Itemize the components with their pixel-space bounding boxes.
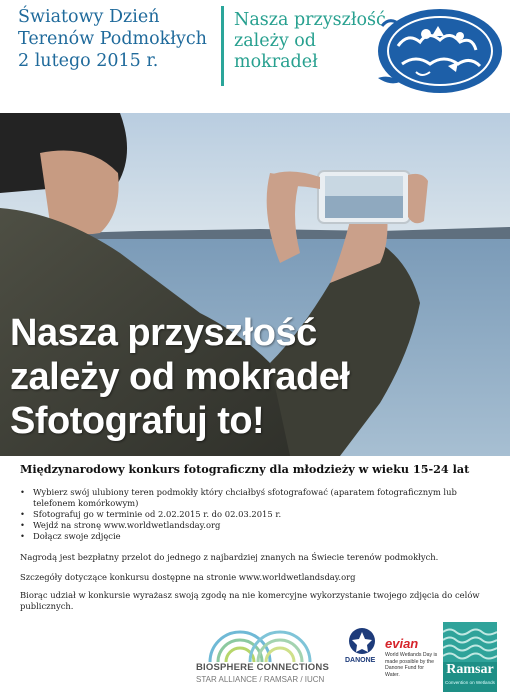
details-text: Szczegóły dotyczące konkursu dostępne na stronie www.worldwetlandsday.org [20,572,356,582]
world-wetlands-day-logo-icon [368,6,502,96]
header-divider [221,6,224,86]
event-title-line: Światowy Dzień [18,7,160,27]
event-title [18,6,218,72]
danone-note: World Wetlands Day is made possible by the Danone Fund for Water. [385,652,438,678]
tagline-line: Nasza przyszłość [234,10,386,30]
headline-line: Sfotografuj to! [10,400,265,442]
biosphere-partners: STAR ALLIANCE / RAMSAR / IUCN [196,675,325,684]
prize-text: Nagrodą jest bezpłatny przelot do jednego z najbardziej znanych na Świecie terenów podmokłych. [20,552,439,562]
contest-steps [20,487,500,542]
ramsar-name: Ramsar [446,662,494,677]
contest-step: • Sfotografuj go w terminie od 2.02.2015 r. do 02.03.2015 r. [20,509,500,520]
headline-line: Nasza przyszłość [10,312,317,354]
event-date: 2 lutego 2015 r. [18,51,159,71]
biosphere-arcs-icon [206,628,314,662]
header [0,0,510,113]
danone-name: DANONE [345,657,376,664]
danone-evian-logo [345,626,438,692]
danone-star-icon [347,626,377,656]
tagline [234,10,386,73]
evian-name: evian [385,636,419,651]
headline-line: zależy od mokradeł [10,356,350,398]
contest-step: • Wybierz swój ulubiony teren podmokły który chciałbyś sfotografować (aparatem fotograficznym lub telefonem komórkowym) [20,487,500,509]
contest-step: • Dołącz swoje zdjęcie [20,531,500,542]
contest-step: • Wejdź na stronę www.worldwetlandsday.org [20,520,500,531]
headline [10,311,349,443]
ramsar-logo [443,622,497,692]
ramsar-waves-icon [443,622,497,662]
tagline-line: mokradeł [234,52,318,72]
ramsar-subtitle: Convention on Wetlands [445,680,495,685]
event-title-line: Terenów Podmokłych [18,29,207,49]
biosphere-name: BIOSPHERE CONNECTIONS [196,662,329,673]
tagline-line: zależy od [234,31,317,51]
biosphere-connections-logo [196,626,329,692]
contest-info [0,456,510,696]
consent-text: Biorąc udział w konkursie wyrażasz swoją zgodę na nie komercyjne wykorzystanie twojego zdjęcia do celów publicznych. [20,590,480,611]
contest-title: Międzynarodowy konkurs fotograficzny dla młodzieży w wieku 15-24 lat [20,462,470,476]
hero-photo [0,113,510,456]
